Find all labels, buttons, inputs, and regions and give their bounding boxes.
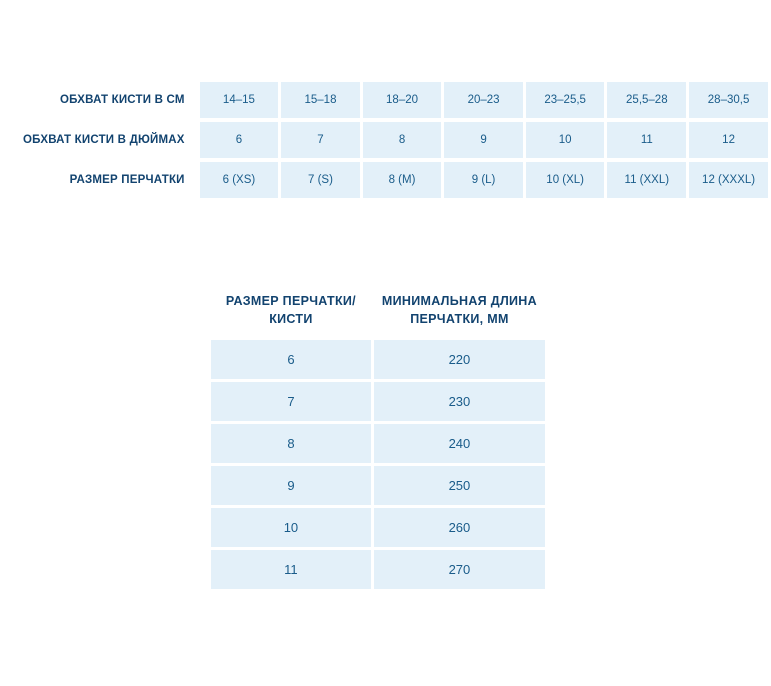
table-cell: 7 (S) — [281, 162, 360, 198]
table-cell: 23–25,5 — [526, 82, 605, 118]
glove-length-table — [208, 288, 548, 592]
table-cell: 14–15 — [200, 82, 279, 118]
table-cell: 18–20 — [363, 82, 442, 118]
table-row — [211, 508, 545, 547]
hand-size-table-grid — [19, 78, 771, 202]
table-cell: 11 — [607, 122, 686, 158]
row-label-hand-circumference-inches: ОБХВАТ КИСТИ В ДЮЙМАХ — [23, 134, 185, 146]
table-cell: 8 — [363, 122, 442, 158]
table-cell: 9 — [444, 122, 523, 158]
table-cell: 270 — [374, 550, 545, 589]
table-row — [211, 382, 545, 421]
table-cell: 20–23 — [444, 82, 523, 118]
table-cell: 10 — [526, 122, 605, 158]
table-cell: 220 — [374, 340, 545, 379]
table-cell: 12 — [689, 122, 768, 158]
table-row — [211, 340, 545, 379]
table-row — [22, 122, 768, 158]
table-row — [22, 82, 768, 118]
table-cell: 10 (XL) — [526, 162, 605, 198]
table-cell: 11 (XXL) — [607, 162, 686, 198]
table-cell: 250 — [374, 466, 545, 505]
table-cell: 6 — [211, 340, 371, 379]
table-cell: 28–30,5 — [689, 82, 768, 118]
table-cell: 240 — [374, 424, 545, 463]
hand-size-table — [0, 78, 771, 202]
column-header-min-length: МИНИМАЛЬНАЯ ДЛИНА ПЕРЧАТКИ, ММ — [381, 294, 537, 327]
table-cell: 7 — [211, 382, 371, 421]
table-cell: 6 (XS) — [200, 162, 279, 198]
table-cell: 25,5–28 — [607, 82, 686, 118]
table-cell: 260 — [374, 508, 545, 547]
table-row — [211, 466, 545, 505]
table-cell: 8 — [211, 424, 371, 463]
table-header-row — [211, 291, 545, 337]
table-row — [22, 162, 768, 198]
table-cell: 9 (L) — [444, 162, 523, 198]
column-header-glove-size: РАЗМЕР ПЕРЧАТКИ/ КИСТИ — [225, 294, 356, 327]
table-cell: 15–18 — [281, 82, 360, 118]
table-cell: 9 — [211, 466, 371, 505]
table-cell: 6 — [200, 122, 279, 158]
table-cell: 11 — [211, 550, 371, 589]
table-row — [211, 550, 545, 589]
row-label-glove-size: РАЗМЕР ПЕРЧАТКИ — [69, 174, 185, 186]
table-cell: 12 (XXXL) — [689, 162, 768, 198]
glove-length-table-grid — [208, 288, 548, 592]
table-cell: 10 — [211, 508, 371, 547]
table-cell: 230 — [374, 382, 545, 421]
table-cell: 7 — [281, 122, 360, 158]
row-label-hand-circumference-cm: ОБХВАТ КИСТИ В СМ — [59, 94, 185, 106]
table-row — [211, 424, 545, 463]
table-cell: 8 (M) — [363, 162, 442, 198]
